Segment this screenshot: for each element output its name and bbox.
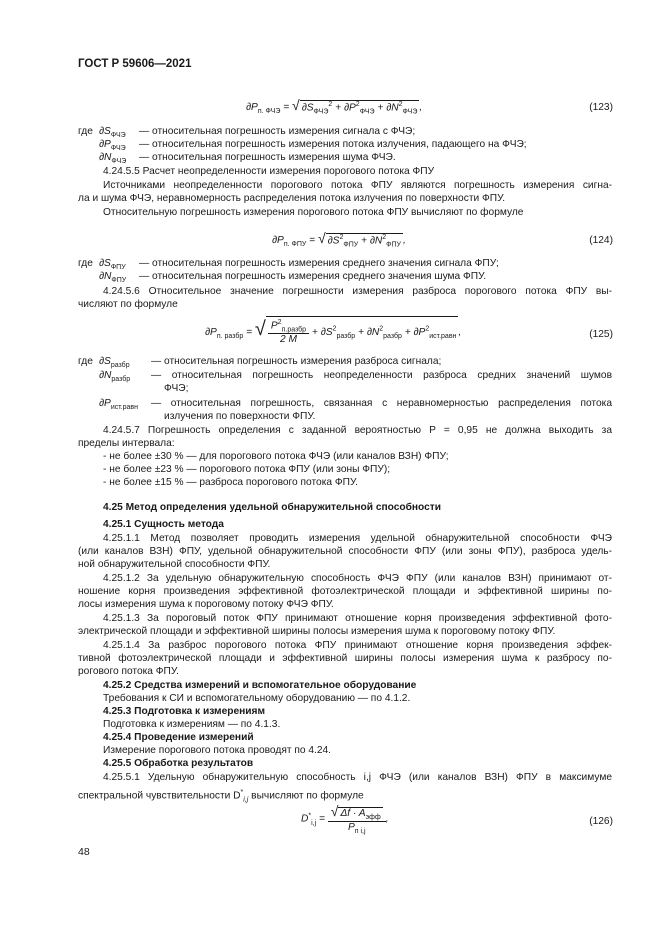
formula-number-126: (126) (589, 816, 613, 827)
formula-number-123: (123) (589, 102, 613, 113)
paragraph: Измерение порогового потока проводят по 4.24. (103, 745, 331, 756)
paragraph: 4.25.1.3 За пороговый поток ФПУ принимают отношение корня произведения эффективной фото- (103, 613, 612, 624)
def-symbol: $\partial S_{ФПУ}$ (99, 258, 126, 272)
subsection-heading: 4.25.3 Подготовка к измерениям (103, 706, 266, 717)
def-symbol: $\partial N_{ФПУ}$ (99, 271, 127, 285)
paragraph: спектральной чувствительности $D^*_{i,j}$ вычисляют по формуле (78, 789, 364, 804)
def-symbol: $\partial N_{ФЧЭ}$ (99, 152, 127, 166)
paragraph: числяют по формуле (78, 299, 178, 310)
def-symbol: $\partial N_{разбр}$ (99, 370, 131, 384)
def-text: ФЧЭ; (164, 383, 189, 394)
page-number: 48 (78, 846, 90, 858)
def-symbol: $\partial S_{разбр}$ (99, 356, 130, 370)
paragraph: пределы интервала: (78, 438, 175, 449)
def-text: — относительная погрешность измерения потока излучения, падающего на ФЧЭ; (139, 139, 527, 150)
def-text: — относительная погрешность измерения сигнала с ФЧЭ; (139, 126, 416, 137)
subsection-heading: 4.25.1 Сущность метода (103, 519, 224, 530)
subsection-heading: 4.25.2 Средства измерений и вспомогательное оборудование (103, 680, 417, 691)
where-label: где (78, 258, 93, 269)
def-text: — относительная погрешность измерения шума ФЧЭ. (139, 152, 396, 163)
formula-125: $\partial P_{п. разбр}$ = √ $\frac{P^2_{п.разбр}}{2 M}$ + $\partial S^2_{разбр} + \partial N^2_{разбр} + \partial P^2_{ист.равн}$ , (205, 317, 462, 346)
list-item: - не более ±15 % — разброса порогового потока ФПУ. (103, 477, 358, 488)
subsection-heading: 4.25.4 Проведение измерений (103, 732, 254, 743)
def-text: — относительная погрешность неопределенности разброса средних значений шумов (151, 370, 612, 381)
section-heading: 4.25 Метод определения удельной обнаружительной способности (103, 502, 442, 513)
formula-126: $D^*_{i,j}$ = $\frac{√ \Delta f \cdot A_{эфф}}{P_{п i,j}}$ , (301, 803, 389, 836)
paragraph: Подготовка к измерениям — по 4.1.3. (103, 719, 281, 730)
paragraph: 4.24.5.7 Погрешность определения с заданной вероятностью P = 0,95 не должна выходить за (103, 425, 612, 436)
formula-number-124: (124) (589, 235, 613, 246)
paragraph: 4.25.1.2 За удельную обнаружительную способность ФЧЭ ФПУ (или каналов ВЗН) принимают от- (103, 573, 612, 584)
paragraph: тивной фотоэлектрической площади и эффективной ширины полосы измерения шума к разбросу по- (78, 653, 612, 664)
def-text: излучения по поверхности ФПУ. (164, 411, 316, 422)
def-text: — относительная погрешность измерения среднего значения сигнала ФПУ; (139, 258, 499, 269)
subsection-heading: 4.25.5 Обработка результатов (103, 758, 254, 769)
def-symbol: $\partial S_{ФЧЭ}$ (99, 126, 126, 140)
formula-number-125: (125) (589, 329, 613, 340)
formula-123: $\partial P_{п. ФЧЭ}$ = √ $\partial S_{ФЧЭ}^2 + \partial P^2_{ФЧЭ} + \partial N^2_{ФЧЭ}$ , (246, 97, 423, 116)
def-text: — относительная погрешность измерения разброса сигнала; (151, 356, 442, 367)
paragraph: лосы измерения шума к пороговому потоку ФЧЭ ФПУ. (78, 599, 334, 610)
paragraph: рогового потока ФПУ. (78, 666, 179, 677)
formula-124: $\partial P_{п. ФПУ}$ = √ $\partial S^2_{ФПУ} + \partial N^2_{ФПУ}$ , (272, 230, 406, 249)
paragraph: Источниками неопределенности порогового потока ФПУ являются погрешность измерения сигна- (103, 180, 612, 191)
def-symbol: $\partial P_{ФЧЭ}$ (99, 139, 126, 153)
where-label: где (78, 126, 93, 137)
paragraph: 4.25.1.4 За разброс порогового потока ФПУ принимают отношение корня произведения эффек- (103, 640, 612, 651)
paragraph: Относительную погрешность измерения порогового потока ФПУ вычисляют по формуле (103, 207, 524, 218)
paragraph: 4.25.1.1 Метод позволяет проводить измерения удельной обнаружительной способности ФЧЭ (103, 533, 612, 544)
paragraph: 4.24.5.5 Расчет неопределенности измерения порогового потока ФПУ (103, 166, 435, 177)
list-item: - не более ±30 % — для порогового потока ФЧЭ (или каналов ВЗН) ФПУ; (103, 451, 449, 462)
paragraph: ла и шума ФЧЭ, неравномерность распределения потока излучения по поверхности ФПУ. (78, 193, 506, 204)
def-text: — относительная погрешность измерения среднего значения шума ФПУ. (139, 271, 487, 282)
paragraph: ношение корня произведения эффективной фотоэлектрической площади и эффективной ширины по- (78, 586, 612, 597)
paragraph: (или каналов ВЗН) ФПУ, удельной обнаружительной способности ФПУ (или зоны ФПУ), разброса удель- (78, 546, 612, 557)
list-item: - не более ±23 % — порогового потока ФПУ (или зоны ФПУ); (103, 464, 391, 475)
document-header: ГОСТ Р 59606—2021 (78, 58, 192, 70)
paragraph: электрической площади и эффективной ширины полосы измерения шума к пороговому потоку ФПУ. (78, 626, 556, 637)
paragraph: Требования к СИ и вспомогательному оборудованию — по 4.1.2. (103, 693, 411, 704)
paragraph: 4.24.5.6 Относительное значение погрешности измерения разброса порогового потока ФПУ вы- (103, 286, 612, 297)
def-text: — относительная погрешность, связанная с неравномерностью распределения потока (151, 398, 612, 409)
paragraph: ной обнаружительной способности ФПУ. (78, 559, 271, 570)
where-label: где (78, 356, 93, 367)
def-symbol: $\partial P_{ист.равн}$ (99, 398, 138, 412)
paragraph: 4.25.5.1 Удельную обнаружительную способность i,j ФЧЭ (или каналов ВЗН) ФПУ в максимуме (103, 772, 612, 783)
